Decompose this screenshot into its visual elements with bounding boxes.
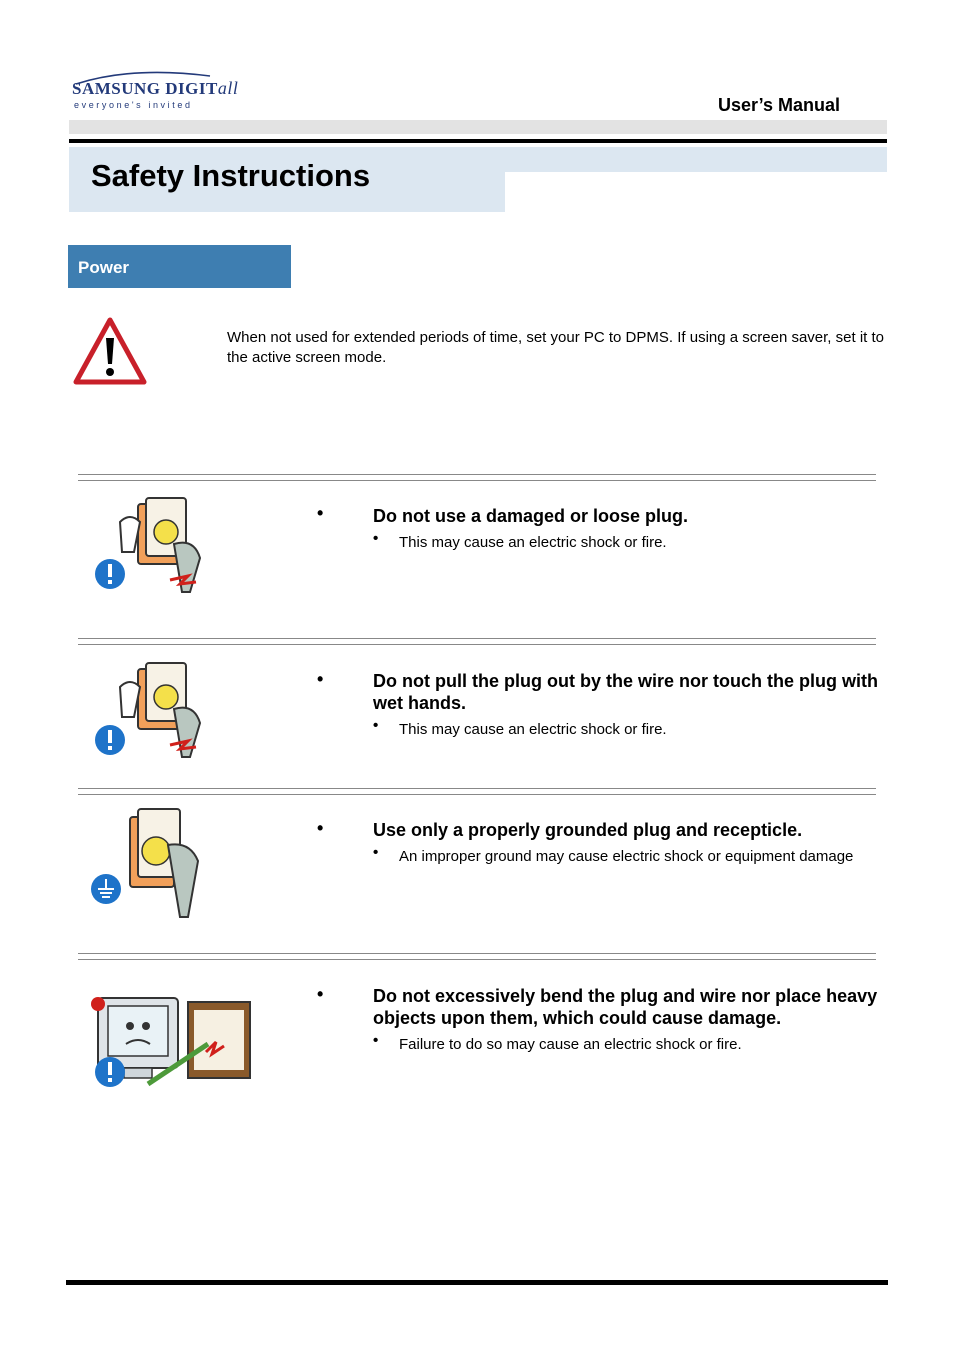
item-detail: This may cause an electric shock or fire. xyxy=(399,534,667,551)
item-bullet: • xyxy=(317,984,324,1004)
section-label: Power xyxy=(78,258,130,277)
notice-text: When not used for extended periods of time, set your PC to DPMS. If using a screen saver, set it to the active screen mode. xyxy=(227,329,884,366)
warning-triangle-icon xyxy=(72,316,148,386)
divider xyxy=(78,953,876,960)
grounded-plug-illustration xyxy=(88,805,214,920)
item-bullet: • xyxy=(317,818,324,838)
item-bullet: • xyxy=(317,503,324,523)
detail-bullet: • xyxy=(373,717,379,734)
item-title: Do not use a damaged or loose plug. xyxy=(373,506,689,526)
prohibited-plug-illustration xyxy=(90,657,216,767)
manual-title: User’s Manual xyxy=(717,95,840,115)
detail-bullet: • xyxy=(373,530,379,547)
footer-rule xyxy=(66,1280,888,1285)
samsung-logo xyxy=(72,70,239,116)
header-bar xyxy=(69,120,887,134)
logo-brand: SAMSUNG DIGITall xyxy=(72,78,239,98)
page-title: Safety Instructions xyxy=(91,158,371,193)
divider xyxy=(78,638,876,645)
item-detail: This may cause an electric shock or fire. xyxy=(399,721,667,738)
title-band-notch xyxy=(505,172,531,198)
monitor-bent-cable-illustration xyxy=(88,992,256,1098)
item-bullet: • xyxy=(317,669,324,689)
divider xyxy=(78,788,876,795)
detail-bullet: • xyxy=(373,1032,379,1049)
logo-tagline: everyone's invited xyxy=(74,100,193,110)
item-title: Do not pull the plug out by the wire nor touch the plug with wet hands. xyxy=(373,671,878,713)
divider xyxy=(78,474,876,481)
item-detail: An improper ground may cause electric shock or equipment damage xyxy=(399,848,854,865)
item-detail: Failure to do so may cause an electric shock or fire. xyxy=(399,1036,742,1053)
section-tab-power xyxy=(68,245,291,288)
item-title: Use only a properly grounded plug and recepticle. xyxy=(373,820,803,840)
detail-bullet: • xyxy=(373,844,379,861)
item-title: Do not excessively bend the plug and wire nor place heavy objects upon them, which could cause damage. xyxy=(373,986,878,1028)
title-rule xyxy=(69,139,887,143)
prohibited-plug-illustration xyxy=(90,492,216,602)
